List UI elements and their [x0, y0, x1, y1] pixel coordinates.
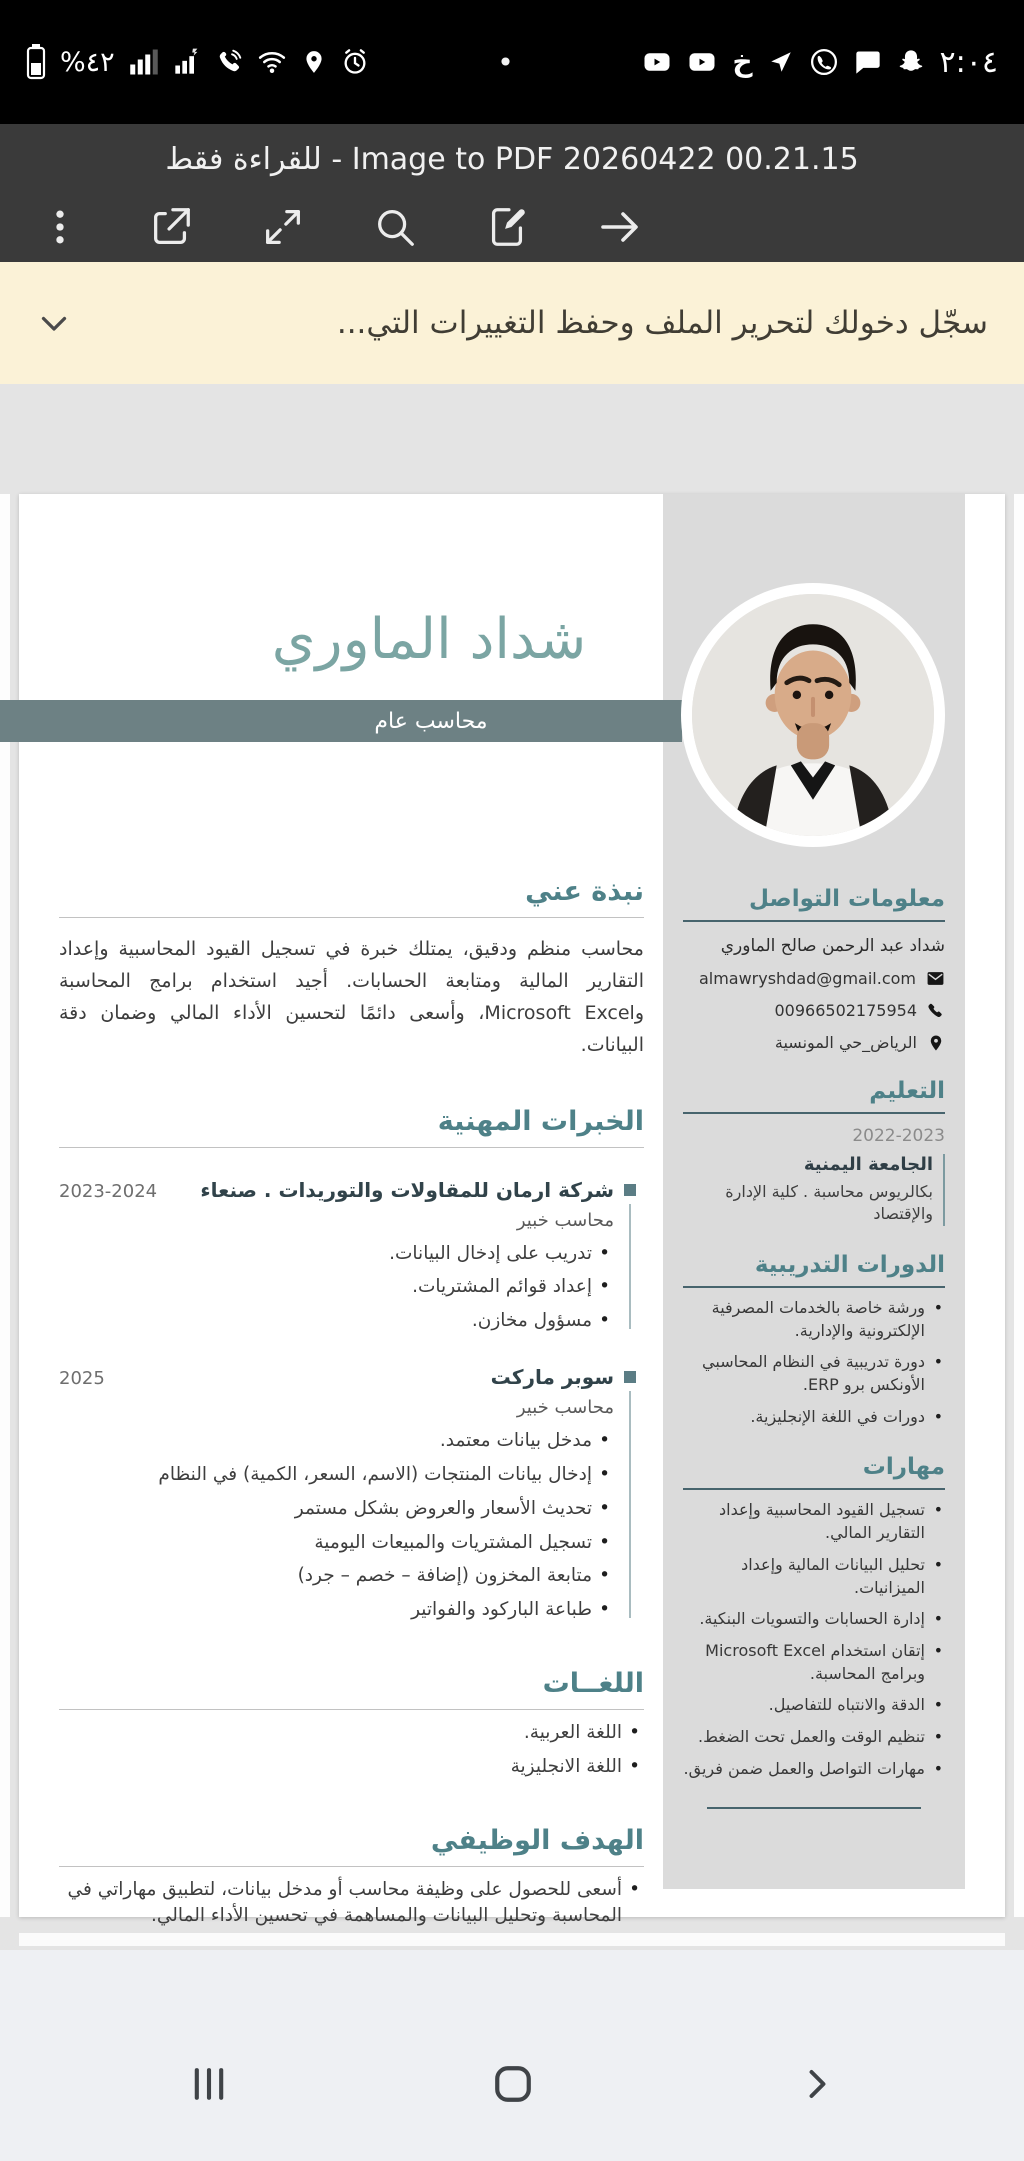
share-icon — [148, 204, 194, 253]
chat-bubble-icon — [854, 48, 882, 76]
languages-section — [59, 1668, 644, 1781]
phone-call-icon — [215, 48, 243, 76]
contact-phone-row — [683, 1001, 945, 1020]
notification-overflow-dot: • — [497, 45, 514, 79]
chevron-down-icon[interactable] — [36, 305, 72, 341]
profile-photo — [681, 583, 945, 847]
home-icon — [492, 2063, 534, 2108]
contact-full-name: شداد عبد الرحمن صالح الماوري — [720, 936, 945, 956]
divider — [683, 1488, 945, 1490]
divider — [59, 1709, 644, 1710]
mobile-signal-icon — [173, 48, 201, 76]
objective-list — [59, 1877, 644, 1931]
status-right-group — [642, 45, 998, 80]
back-arrow-button[interactable] — [596, 203, 644, 254]
next-page-edge-right — [1014, 494, 1024, 1917]
resume-name: شداد الماوري — [271, 607, 587, 672]
signal-bars-icon — [129, 47, 159, 77]
next-page-edge — [19, 1933, 1005, 1946]
pdf-viewer[interactable] — [0, 384, 1024, 1950]
education-degree: بكالريوس محاسبة . كلية الإدارة والإقتصاد — [725, 1182, 933, 1224]
signin-banner[interactable] — [0, 262, 1024, 384]
contact-phone: 00966502175954 — [774, 1001, 917, 1020]
document-title: Image to PDF 20260422 00.21.15 - للقراءة فقط — [165, 141, 859, 177]
contact-location: الرياض_حي المونسية — [774, 1033, 917, 1052]
phone-icon — [927, 1002, 945, 1020]
education-heading: التعليم — [869, 1078, 945, 1104]
education-school: الجامعة اليمنية — [803, 1154, 933, 1175]
home-button[interactable] — [492, 2063, 534, 2108]
battery-icon — [26, 44, 46, 80]
bullet-item: • مدخل بيانات معتمد. — [59, 1428, 614, 1455]
about-section — [59, 876, 644, 1062]
job-bullets — [59, 1428, 614, 1624]
navigation-bar — [0, 1950, 1024, 2161]
status-bar — [0, 0, 1024, 124]
bullet-item: • أسعى للحصول على وظيفة محاسب أو مدخل بيانات، لتطبيق مهاراتي في المحاسبة وتحليل البيانات والمساهمة في تحسين الأداء المالي. — [59, 1877, 644, 1931]
snapchat-icon — [897, 48, 925, 76]
sidebar-end-line — [707, 1807, 922, 1809]
job-company: شركة ارمان للمقاولات والتوريدات . صنعاء — [200, 1177, 614, 1202]
edit-button[interactable] — [484, 204, 530, 253]
bullet-item: • اللغة الانجليزية — [59, 1754, 644, 1781]
job-company: سوبر ماركت — [490, 1365, 614, 1390]
skill-item: • إدارة الحسابات والتسويات البنكية. — [683, 1608, 945, 1631]
languages-list — [59, 1720, 644, 1781]
job-entry — [59, 1178, 644, 1335]
search-icon — [372, 204, 418, 253]
skills-heading: مهارات — [862, 1454, 945, 1481]
about-text: محاسب منظم ودقيق، يمتلك خبرة في تسجيل القيود المحاسبية وإعداد التقارير المالية ومتابعة الحسابات. أجيد استخدام برامج المحاسبة وMicrosoft Excel، وأسعى دائمًا لتحسين الأداء المالي وضمان دقة البيانات. — [59, 938, 644, 1056]
courses-list — [683, 1297, 945, 1429]
skill-item: • تنظيم الوقت والعمل تحت الضغط. — [683, 1726, 945, 1749]
bullet-item: • طباعة الباركود والفواتير — [59, 1597, 614, 1624]
divider — [59, 917, 644, 918]
divider — [683, 1112, 945, 1114]
job-title-band — [0, 700, 682, 742]
course-item: • ورشة خاصة بالخدمات المصرفية الإلكترونية والإدارية. — [683, 1297, 945, 1342]
bullet-item: • مسؤول مخازن. — [59, 1308, 614, 1335]
battery-percent: %٤٢ — [60, 46, 115, 78]
job-role: محاسب خبير — [516, 1397, 614, 1419]
contact-location-row — [683, 1033, 945, 1052]
avatar — [692, 594, 934, 836]
job-entry — [59, 1365, 644, 1624]
bullet-item: • تحديث الأسعار والعروض بشكل مستمر — [59, 1496, 614, 1523]
resume-page — [19, 494, 1005, 1927]
bullet-item: • إدخال بيانات المنتجات (الاسم، السعر، الكمية) في النظام — [59, 1462, 614, 1489]
divider — [683, 1286, 945, 1288]
edit-icon — [484, 204, 530, 253]
alarm-icon — [341, 48, 369, 76]
skill-item: • الدقة والانتباه للتفاصيل. — [683, 1694, 945, 1717]
divider — [683, 920, 945, 922]
languages-heading: اللغــات — [542, 1667, 644, 1699]
back-icon — [798, 2066, 834, 2105]
navigation-arrow-icon — [768, 49, 794, 75]
whatsapp-icon — [809, 47, 839, 77]
more-options-button[interactable] — [38, 205, 82, 252]
bullet-item: • إعداد قوائم المشتريات. — [59, 1274, 614, 1301]
job-role: محاسب خبير — [516, 1209, 614, 1231]
job-head — [59, 1178, 614, 1202]
bullet-item: • تدريب على إدخال البيانات. — [59, 1241, 614, 1268]
recents-button[interactable] — [190, 2065, 228, 2106]
skill-item: • إتقان استخدام Microsoft Excel وبرامج المحاسبة. — [683, 1640, 945, 1685]
back-arrow-icon — [596, 203, 644, 254]
bullet-item: • متابعة المخزون (إضافة – خصم – جرد) — [59, 1563, 614, 1590]
divider — [59, 1866, 644, 1867]
envelope-icon — [926, 969, 945, 988]
kha-app-icon: خ — [732, 45, 753, 78]
course-item: • دورات في اللغة الإنجليزية. — [683, 1406, 945, 1429]
fullscreen-icon — [260, 204, 306, 253]
back-button[interactable] — [798, 2066, 834, 2105]
youtube-icon — [642, 47, 672, 77]
fullscreen-button[interactable] — [260, 204, 306, 253]
search-button[interactable] — [372, 204, 418, 253]
bullet-item: • اللغة العربية. — [59, 1720, 644, 1747]
job-date: 2025 — [59, 1368, 105, 1390]
experience-section — [59, 1106, 644, 1624]
contact-email: almawryshdad@gmail.com — [698, 969, 916, 988]
location-pin-icon — [927, 1034, 945, 1052]
education-entry — [683, 1154, 945, 1226]
job-date: 2023-2024 — [59, 1180, 158, 1202]
courses-heading: الدورات التدريبية — [754, 1251, 945, 1278]
youtube-icon-2 — [687, 47, 717, 77]
toolbar — [0, 194, 1024, 262]
skill-item: • مهارات التواصل والعمل ضمن فريق. — [683, 1758, 945, 1781]
course-item: • دورة تدريبية في النظام المحاسبي الأونكس برو ERP. — [683, 1351, 945, 1396]
job-title: محاسب عام — [374, 708, 488, 734]
location-icon — [301, 49, 327, 75]
share-button[interactable] — [148, 204, 194, 253]
skill-item: • تسجيل القيود المحاسبية وإعداد التقارير المالي. — [683, 1499, 945, 1544]
recents-icon — [190, 2065, 228, 2106]
bottom-area — [0, 1950, 1024, 2161]
contact-heading: معلومات التواصل — [749, 886, 945, 912]
contact-email-row — [683, 969, 945, 988]
objective-heading: الهدف الوظيفي — [430, 1824, 644, 1856]
status-left-group — [26, 44, 369, 80]
objective-section — [59, 1825, 644, 1931]
resume-main-column — [59, 876, 644, 1930]
clock: ٢:٠٤ — [939, 44, 998, 80]
skills-list — [683, 1499, 945, 1780]
app-title-bar — [0, 124, 1024, 194]
wifi-icon — [257, 47, 287, 77]
bullet-item: • تسجيل المشتريات والمبيعات اليومية — [59, 1530, 614, 1557]
job-head — [59, 1365, 614, 1389]
signin-banner-text: سجّل دخولك لتحرير الملف وحفظ التغييرات التي... — [336, 305, 988, 341]
about-heading: نبذة عني — [525, 876, 644, 907]
divider — [59, 1147, 644, 1148]
experience-heading: الخبرات المهنية — [437, 1105, 644, 1137]
job-bullets — [59, 1241, 614, 1335]
skill-item: • تحليل البيانات المالية وإعداد الميزانيات. — [683, 1554, 945, 1599]
kebab-menu-icon — [38, 205, 82, 252]
education-date: 2022-2023 — [852, 1126, 945, 1146]
